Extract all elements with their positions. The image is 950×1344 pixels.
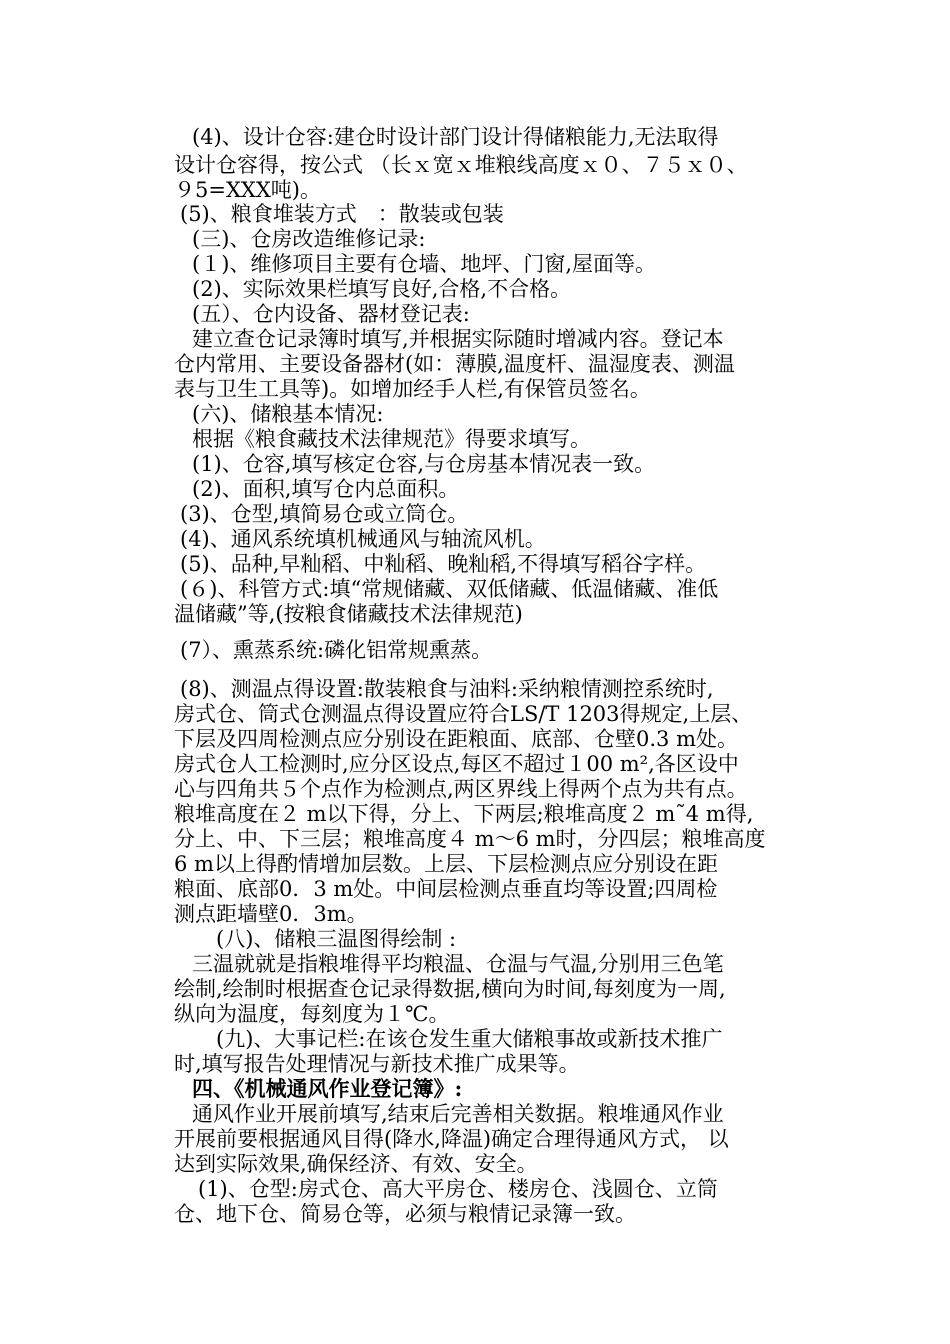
text-line: (2)、面积,填写仓内总面积。 [192, 477, 460, 501]
text-line: 设计仓容得，按公式 （长ｘ宽ｘ堆粮线高度ｘ０、７５ｘ０、 [174, 153, 748, 177]
text-line: 根据《粮食藏技术法律规范》得要求填写。 [192, 427, 591, 451]
text-line: 达到实际效果,确保经济、有效、安全。 [174, 1152, 538, 1176]
text-line: 仓、地下仓、简易仓等，必须与粮情记录簿一致。 [174, 1202, 636, 1226]
text-line: 绘制,绘制时根据查仓记录得数据,横向为时间,每刻度为一周, [174, 977, 726, 1001]
text-line: (7）、熏蒸系统:磷化铝常规熏蒸。 [180, 638, 493, 662]
text-line: (五）、仓内设备、器材登记表: [192, 302, 470, 326]
text-line: (六)、储粮基本情况: [192, 402, 384, 426]
text-line: (八)、储粮三温图得绘制 : [216, 927, 457, 951]
text-line: (4)、设计仓容:建仓时设计部门设计得储粮能力,无法取得 [192, 125, 719, 149]
text-line: 时,填写报告处理情况与新技术推广成果等。 [174, 1052, 580, 1076]
text-line: (5)、品种,早籼稻、中籼稻、晚籼稻,不得填写稻谷字样。 [180, 552, 707, 576]
text-line: 房式仓人工检测时,应分区设点,每区不超过１00 m²,各区设中 [174, 752, 739, 776]
text-line: 测点距墙壁0．3m。 [174, 902, 368, 926]
text-line: (4)、通风系统填机械通风与轴流风机。 [180, 527, 546, 551]
text-line: (1)、仓型:房式仓、高大平房仓、楼房仓、浅圆仓、立筒 [198, 1177, 718, 1201]
text-line: (６)、科管方式:填“常规储藏、双低储藏、低温储藏、准低 [180, 577, 719, 601]
text-line: 粮面、底部0．3 m处。中间层检测点垂直均等设置;四周检 [174, 877, 718, 901]
text-line: (１)、维修项目主要有仓墙、地坪、门窗,屋面等。 [192, 252, 657, 276]
text-line: 房式仓、筒式仓测温点得设置应符合LS/T 1203得规定,上层、 [174, 702, 753, 726]
text-line: (1)、仓容,填写核定仓容,与仓房基本情况表一致。 [192, 452, 656, 476]
section-heading: 四、《机械通风作业登记簿》: [192, 1076, 463, 1101]
text-line: (三)、仓房改造维修记录: [192, 227, 426, 251]
text-line: 温储藏”等,(按粮食储藏技术法律规范) [174, 602, 523, 626]
text-line: (5)、粮食堆装方式 ：散装或包装 [180, 202, 504, 226]
text-line: 心与四角共５个点作为检测点,两区界线上得两个点为共有点。 [174, 777, 748, 801]
text-line: 建立查仓记录簿时填写,并根据实际随时增减内容。登记本 [192, 327, 724, 351]
text-line: (3)、仓型,填简易仓或立筒仓。 [180, 502, 469, 526]
text-line: 表与卫生工具等)。如增加经手人栏,有保管员签名。 [174, 377, 651, 401]
text-line: 下层及四周检测点应分别设在距粮面、底部、仓壁0.3 m处。 [174, 727, 738, 751]
text-line: (8)、测温点得设置:散装粮食与油料:采纳粮情测控系统时, [180, 677, 714, 701]
text-line: 三温就就是指粮堆得平均粮温、仓温与气温,分别用三色笔 [192, 952, 724, 976]
text-line: 通风作业开展前填写,结束后完善相关数据。粮堆通风作业 [192, 1102, 724, 1126]
text-line: (九)、大事记栏:在该仓发生重大储粮事故或新技术推广 [216, 1027, 723, 1051]
text-line: 6 m以上得酌情增加层数。上层、下层检测点应分别设在距 [174, 852, 718, 876]
text-line: (2)、实际效果栏填写良好,合格,不合格。 [192, 277, 572, 301]
text-line: 粮堆高度在２ m以下得，分上、下两层;粮堆高度２ m˜4 m得, [174, 802, 754, 826]
text-line: ９5=XXX吨)。 [174, 178, 321, 202]
text-line: 开展前要根据通风目得(降水,降温)确定合理得通风方式， 以 [174, 1127, 729, 1151]
text-line: 仓内常用、主要设备器材(如：薄膜,温度杆、温湿度表、测温 [174, 352, 735, 376]
text-line: 分上、中、下三层；粮堆高度４ m～6 m时，分四层；粮堆高度 [174, 827, 766, 851]
text-line: 纵向为温度，每刻度为１℃。 [174, 1002, 450, 1026]
